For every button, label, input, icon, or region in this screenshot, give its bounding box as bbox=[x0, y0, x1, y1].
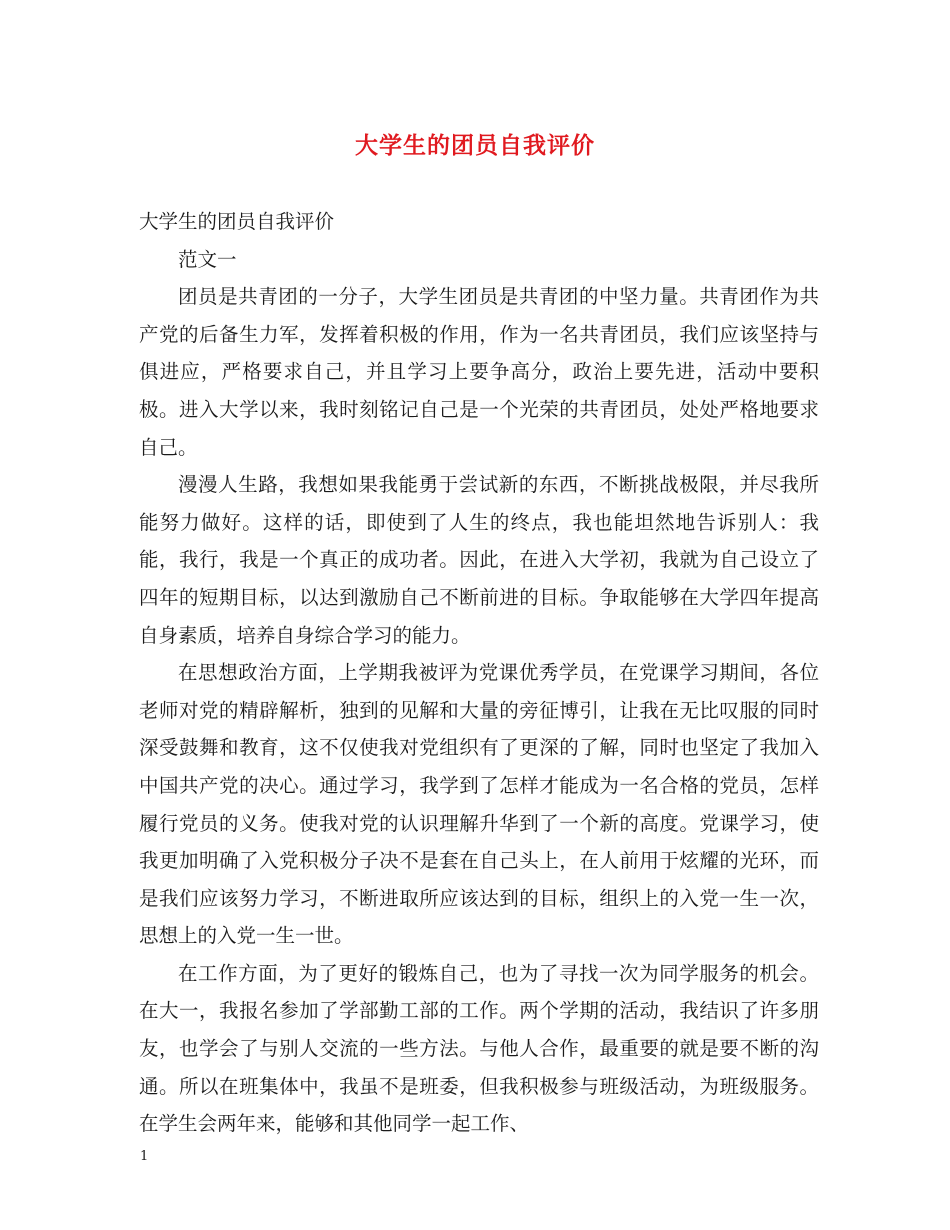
page-number: 1 bbox=[140, 1149, 149, 1164]
document-body bbox=[139, 203, 819, 1143]
paragraph: 在思想政治方面，上学期我被评为党课优秀学员，在党课学习期间，各位老师对党的精辟解析，独到的见解和大量的旁征博引，让我在无比叹服的同时深受鼓舞和教育，这不仅使我对党组织有了更深的了解，同时也坚定了我加入中国共产党的决心。通过学习，我学到了怎样才能成为一名合格的党员，怎样履行党员的义务。使我对党的认识理解升华到了一个新的高度。党课学习，使我更加明确了入党积极分子决不是套在自己头上，在人前用于炫耀的光环，而是我们应该努力学习，不断进取所应该达到的目标，组织上的入党一生一次，思想上的入党一生一世。 bbox=[139, 661, 819, 948]
document-title: 大学生的团员自我评价 bbox=[355, 132, 595, 159]
section-label: 范文一 bbox=[178, 247, 237, 271]
paragraph: 在工作方面，为了更好的锻炼自己，也为了寻找一次为同学服务的机会。在大一，我报名参加了学部勤工部的工作。两个学期的活动，我结识了许多朋友，也学会了与别人交流的一些方法。与他人合作，最重要的就是要不断的沟通。所以在班集体中，我虽不是班委，但我积极参与班级活动，为班级服务。在学生会两年来，能够和其他同学一起工作、 bbox=[139, 961, 819, 1136]
document-subtitle: 大学生的团员自我评价 bbox=[139, 210, 335, 233]
paragraph: 团员是共青团的一分子，大学生团员是共青团的中坚力量。共青团作为共产党的后备生力军，发挥着积极的作用，作为一名共青团员，我们应该坚持与俱进应，严格要求自己，并且学习上要争高分，政治上要先进，活动中要积极。进入大学以来，我时刻铭记自己是一个光荣的共青团员，处处严格地要求自己。 bbox=[139, 285, 819, 459]
paragraph: 漫漫人生路，我想如果我能勇于尝试新的东西，不断挑战极限，并尽我所能努力做好。这样的话，即使到了人生的终点，我也能坦然地告诉别人：我能，我行，我是一个真正的成功者。因此，在进入大学初，我就为自己设立了四年的短期目标，以达到激励自己不断前进的目标。争取能够在大学四年提高自身素质，培养自身综合学习的能力。 bbox=[139, 473, 819, 647]
